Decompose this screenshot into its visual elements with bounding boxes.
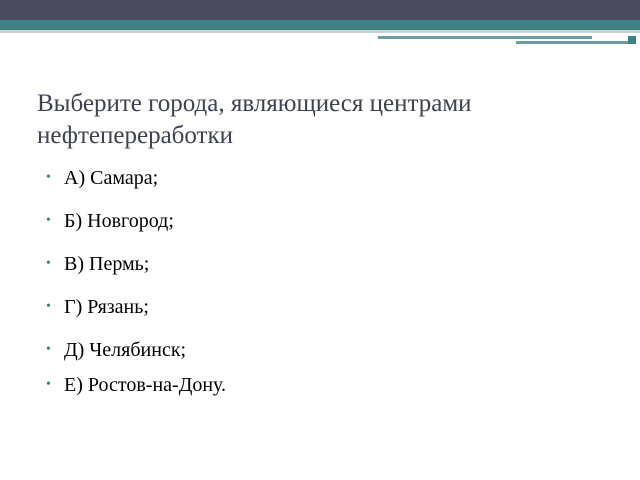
- bullet-icon: •: [46, 342, 51, 357]
- answer-list: [46, 164, 226, 414]
- list-item-label: Е) Ростов-на-Дону.: [64, 374, 227, 396]
- slide-title: Выберите города, являющиеся центрами нефтепереработки: [37, 90, 472, 149]
- list-item-label: А) Самара;: [64, 167, 159, 189]
- bullet-icon: •: [46, 377, 51, 392]
- header-band-teal: [0, 20, 640, 30]
- list-item: [46, 336, 226, 371]
- list-item: [46, 293, 226, 336]
- bullet-icon: •: [46, 299, 51, 314]
- header-band-dark: [0, 0, 640, 20]
- list-item: [46, 164, 226, 207]
- list-item-label: Б) Новгород;: [64, 210, 174, 232]
- list-item: [46, 207, 226, 250]
- list-item-label: В) Пермь;: [64, 253, 150, 275]
- header-band-grey: [0, 30, 640, 33]
- list-item-label: Д) Челябинск;: [64, 339, 187, 361]
- bullet-icon: •: [46, 170, 51, 185]
- bullet-icon: •: [46, 256, 51, 271]
- header-accent-line: [378, 36, 592, 39]
- header-accent-square: [628, 36, 636, 44]
- list-item-label: Г) Рязань;: [64, 296, 149, 318]
- bullet-icon: •: [46, 213, 51, 228]
- header-accent-line: [516, 41, 628, 44]
- list-item: [46, 371, 226, 414]
- list-item: [46, 250, 226, 293]
